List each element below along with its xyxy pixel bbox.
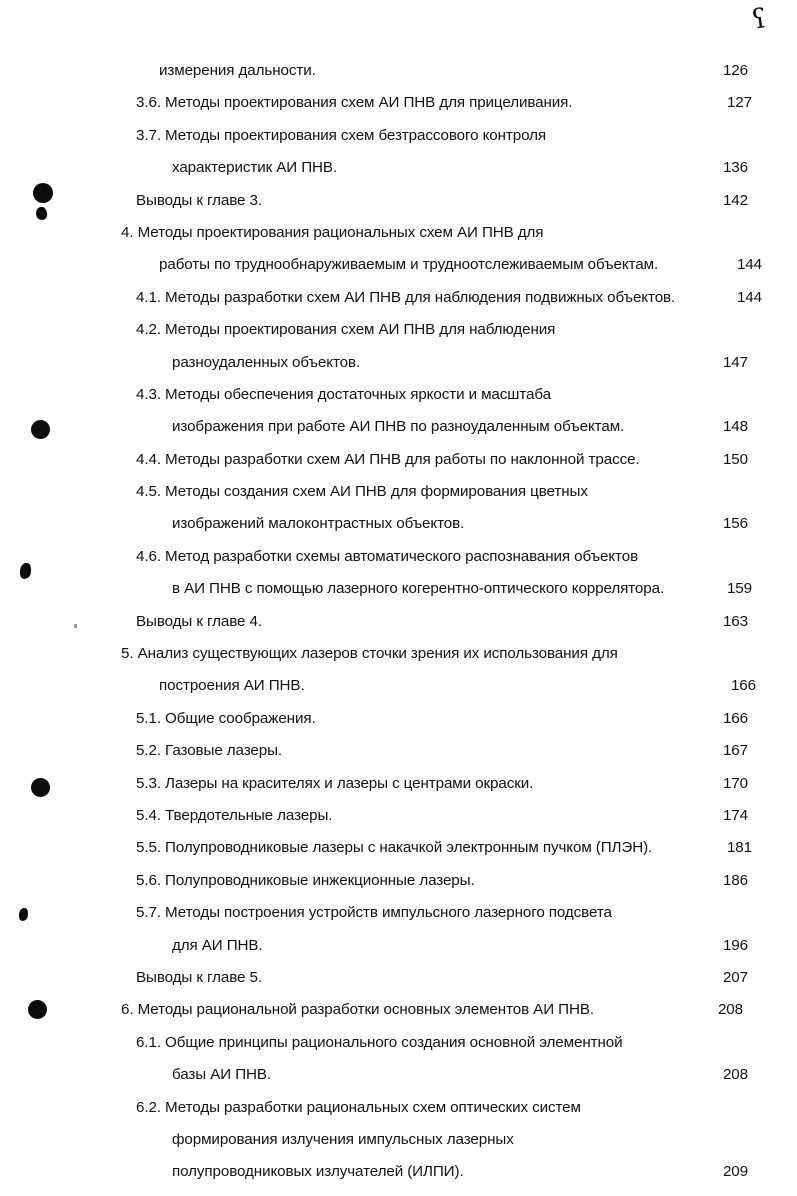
toc-entry-title: построения АИ ПНВ. xyxy=(159,677,305,695)
toc-entry[interactable] xyxy=(0,451,797,483)
toc-entry-title: Выводы к главе 4. xyxy=(136,612,262,630)
toc-entry-page-number: 174 xyxy=(722,806,748,824)
toc-entry-title: изображений малоконтрастных объектов. xyxy=(172,515,465,533)
toc-entry-title: 4.6. Метод разработки схемы автоматического распознавания объектов xyxy=(136,547,639,565)
toc-entry-title: 5. Анализ существующих лазеров сточки зрения их использования для xyxy=(121,645,618,663)
toc-entry-page-number: 147 xyxy=(722,353,748,371)
toc-entry-title: 5.4. Твердотельные лазеры. xyxy=(136,806,333,824)
handwritten-mark: ʕ xyxy=(749,3,769,36)
toc-entry-title: 4.1. Методы разработки схем АИ ПНВ для наблюдения подвижных объектов. xyxy=(136,288,676,306)
toc-entry[interactable] xyxy=(0,224,797,256)
toc-entry[interactable] xyxy=(0,613,797,645)
toc-entry-page-number: 142 xyxy=(722,191,748,209)
toc-entry-title: 4.5. Методы создания схем АИ ПНВ для формирования цветных xyxy=(136,483,588,501)
toc-entry[interactable] xyxy=(0,515,797,547)
toc-entry[interactable] xyxy=(0,1066,797,1098)
toc-entry-title: 5.5. Полупроводниковые лазеры с накачкой электронным пучком (ПЛЭН). xyxy=(136,839,653,857)
toc-entry-title: 6.1. Общие принципы рационального создания основной элементной xyxy=(136,1033,623,1051)
toc-entry-title: полупроводниковых излучателей (ИЛПИ). xyxy=(172,1163,464,1181)
toc-entry-page-number: 136 xyxy=(722,159,748,177)
toc-entry[interactable] xyxy=(0,354,797,386)
toc-entry[interactable] xyxy=(0,1163,797,1195)
toc-entry[interactable] xyxy=(0,839,797,871)
toc-entry-title: 4.3. Методы обеспечения достаточных яркости и масштаба xyxy=(136,385,551,403)
toc-entry-page-number: 150 xyxy=(722,450,748,468)
toc-entry-title: 5.3. Лазеры на красителях и лазеры с центрами окраски. xyxy=(136,774,534,792)
toc-entry-page-number: 126 xyxy=(722,62,748,79)
toc-entry[interactable] xyxy=(0,677,797,709)
toc-entry[interactable] xyxy=(0,1131,797,1163)
toc-entry-title: формирования излучения импульсных лазерных xyxy=(172,1130,514,1148)
toc-entry-title: для АИ ПНВ. xyxy=(172,936,263,954)
toc-entry[interactable] xyxy=(0,62,797,94)
toc-entry[interactable] xyxy=(0,969,797,1001)
toc-entry-title: измерения дальности. xyxy=(159,62,316,79)
toc-entry[interactable] xyxy=(0,192,797,224)
toc-entry[interactable] xyxy=(0,904,797,936)
toc-entry[interactable] xyxy=(0,742,797,774)
toc-entry-title: в АИ ПНВ с помощью лазерного когерентно-оптического коррелятора. xyxy=(172,580,665,598)
toc-entry-page-number: 163 xyxy=(722,612,748,630)
toc-entry[interactable] xyxy=(0,127,797,159)
toc-entry[interactable] xyxy=(0,94,797,126)
toc-entry-page-number: 127 xyxy=(726,94,752,112)
toc-entry-title: 4.2. Методы проектирования схем АИ ПНВ для наблюдения xyxy=(136,321,556,339)
toc-entry-page-number: 208 xyxy=(717,1001,743,1019)
toc-entry-title: 3.7. Методы проектирования схем безтрассового контроля xyxy=(136,126,547,144)
toc-entry-page-number: 166 xyxy=(722,709,748,727)
toc-entry[interactable] xyxy=(0,548,797,580)
toc-entry[interactable] xyxy=(0,256,797,288)
toc-entry-title: 4. Методы проектирования рациональных схем АИ ПНВ для xyxy=(121,223,544,241)
toc-entry-title: 4.4. Методы разработки схем АИ ПНВ для работы по наклонной трассе. xyxy=(136,450,640,468)
toc-entry-page-number: 208 xyxy=(722,1066,748,1084)
toc-entry-title: 6.2. Методы разработки рациональных схем оптических систем xyxy=(136,1098,581,1116)
toc-entry-page-number: 148 xyxy=(722,418,748,436)
toc-entry[interactable] xyxy=(0,321,797,353)
toc-entry[interactable] xyxy=(0,775,797,807)
toc-entry-title: 5.6. Полупроводниковые инжекционные лазеры. xyxy=(136,871,475,889)
toc-entry-title: разноудаленных объектов. xyxy=(172,353,361,371)
toc-entry-page-number: 186 xyxy=(722,871,748,889)
toc-entry[interactable] xyxy=(0,645,797,677)
toc-entry-title: 5.1. Общие соображения. xyxy=(136,709,316,727)
toc-entry-page-number: 144 xyxy=(736,256,762,274)
toc-entry-title: базы АИ ПНВ. xyxy=(172,1066,272,1084)
toc-entry-page-number: 156 xyxy=(722,515,748,533)
toc-entry[interactable] xyxy=(0,386,797,418)
toc-entry-title: работы по труднообнаруживаемым и трудноотслеживаемым объектам. xyxy=(159,256,659,274)
toc-entry-page-number: 170 xyxy=(722,774,748,792)
toc-entry[interactable] xyxy=(0,710,797,742)
toc-entry[interactable] xyxy=(0,807,797,839)
toc-entry[interactable] xyxy=(0,1034,797,1066)
toc-entry-page-number: 196 xyxy=(722,936,748,954)
toc-entry-page-number: 207 xyxy=(722,968,748,986)
toc-entry[interactable] xyxy=(0,872,797,904)
toc-entry-title: 3.6. Методы проектирования схем АИ ПНВ для прицеливания. xyxy=(136,94,573,112)
toc-entry-title: 5.2. Газовые лазеры. xyxy=(136,742,283,760)
toc-entry-title: 5.7. Методы построения устройств импульсного лазерного подсвета xyxy=(136,904,612,922)
table-of-contents xyxy=(0,62,797,1196)
toc-entry-page-number: 181 xyxy=(726,839,752,857)
toc-entry-title: изображения при работе АИ ПНВ по разноудаленным объектам. xyxy=(172,418,625,436)
toc-entry-page-number: 159 xyxy=(726,580,752,598)
toc-entry-page-number: 209 xyxy=(722,1163,748,1181)
toc-entry[interactable] xyxy=(0,483,797,515)
toc-entry-page-number: 144 xyxy=(736,288,762,306)
toc-entry[interactable] xyxy=(0,1001,797,1033)
toc-entry-page-number: 167 xyxy=(722,742,748,760)
toc-entry-title: Выводы к главе 5. xyxy=(136,968,262,986)
toc-entry[interactable] xyxy=(0,1099,797,1131)
toc-entry-title: Выводы к главе 3. xyxy=(136,191,262,209)
toc-entry[interactable] xyxy=(0,289,797,321)
toc-entry-page-number: 166 xyxy=(730,677,756,695)
toc-entry[interactable] xyxy=(0,937,797,969)
toc-entry-title: характеристик АИ ПНВ. xyxy=(172,159,338,177)
toc-entry[interactable] xyxy=(0,418,797,450)
toc-entry[interactable] xyxy=(0,159,797,191)
toc-entry[interactable] xyxy=(0,580,797,612)
toc-entry-title: 6. Методы рациональной разработки основных элементов АИ ПНВ. xyxy=(121,1001,594,1019)
